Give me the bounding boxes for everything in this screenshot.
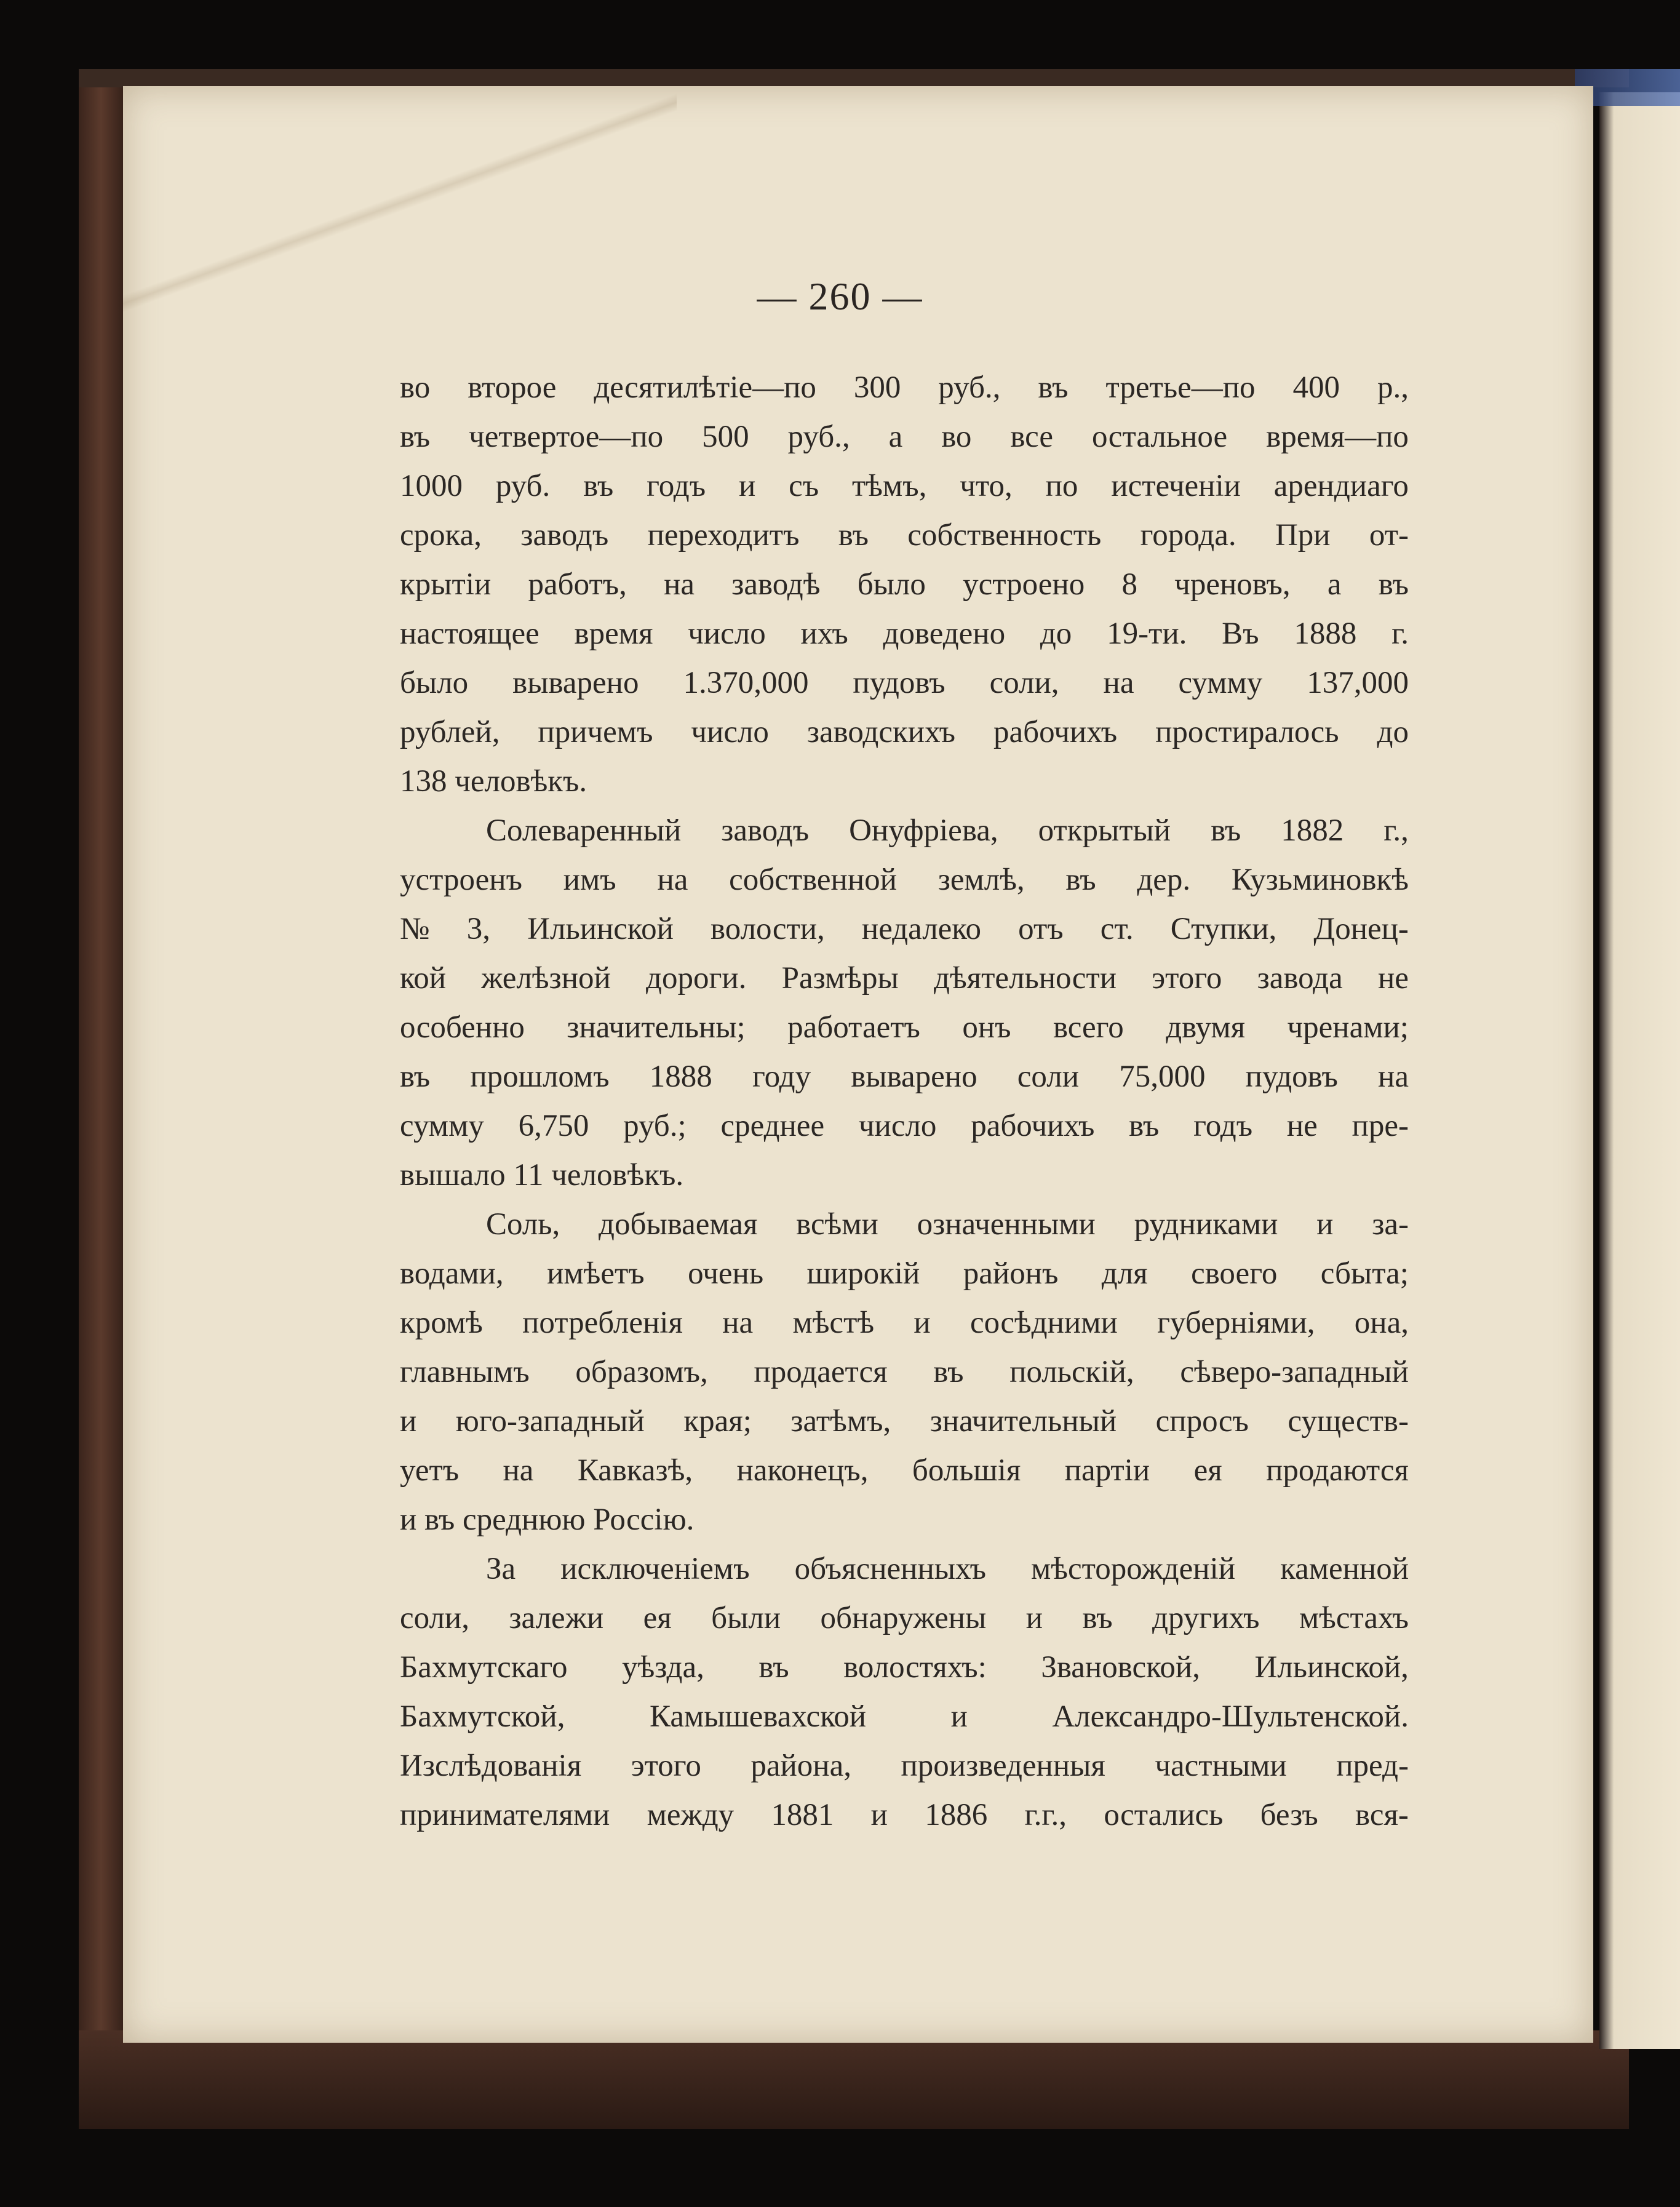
- word: во: [941, 420, 972, 454]
- word: спросъ: [1155, 1404, 1249, 1439]
- text-line: [400, 1446, 1409, 1495]
- word: 6,750: [518, 1109, 589, 1143]
- word: въ: [1038, 370, 1069, 405]
- word: не: [1377, 961, 1409, 996]
- word: Изслѣдованія: [400, 1749, 582, 1783]
- word: затѣмъ,: [790, 1404, 891, 1439]
- word: уѣзда,: [622, 1650, 704, 1685]
- word: 1882: [1281, 813, 1344, 848]
- word: сумму: [1178, 666, 1263, 700]
- word: Солеваренный: [486, 813, 682, 848]
- word: заводѣ: [731, 567, 821, 602]
- word: губерніями,: [1157, 1306, 1315, 1340]
- text-line: [400, 1052, 1409, 1101]
- word: собственность: [907, 518, 1102, 553]
- text-line: [400, 658, 1409, 708]
- word: главнымъ: [400, 1355, 530, 1389]
- text-line: [400, 757, 1409, 806]
- text-line: [400, 1594, 1409, 1643]
- word: онъ: [962, 1010, 1011, 1045]
- word: число: [688, 617, 766, 651]
- word: въ: [1211, 813, 1241, 848]
- word: въ: [1129, 1109, 1160, 1143]
- word: имъ: [563, 863, 616, 897]
- word: имѣетъ: [547, 1256, 645, 1291]
- word: 1.370,000: [683, 666, 809, 700]
- book-cover-edge-left: [79, 69, 128, 2124]
- word: мѣсторожденій: [1031, 1552, 1236, 1586]
- word: значительный: [930, 1404, 1117, 1439]
- word: волости,: [711, 912, 825, 946]
- word: При: [1275, 518, 1331, 553]
- text-line: [400, 363, 1409, 412]
- word: въ: [400, 420, 431, 454]
- word: среднее: [720, 1109, 825, 1143]
- word: землѣ,: [938, 863, 1025, 897]
- word: десятилѣтіе—по: [594, 370, 816, 405]
- word: до: [1377, 715, 1409, 749]
- word: другихъ: [1152, 1601, 1260, 1635]
- text-line: [400, 511, 1409, 560]
- text-line: [400, 1298, 1409, 1347]
- word: волостяхъ:: [843, 1650, 987, 1685]
- word: переходитъ: [647, 518, 800, 553]
- word: принимателями: [400, 1798, 610, 1832]
- word: 138 человѣкъ.: [400, 764, 587, 799]
- word: 19-ти.: [1107, 617, 1187, 651]
- text-line: [400, 1544, 1409, 1594]
- word: кой: [400, 961, 446, 996]
- word: 500: [702, 420, 749, 454]
- text-line: [400, 806, 1409, 855]
- word: объясненныхъ: [794, 1552, 986, 1586]
- word: а: [1327, 567, 1342, 602]
- word: до: [1040, 617, 1072, 651]
- word: этого: [631, 1749, 701, 1783]
- book-cover-edge-top: [79, 69, 1629, 87]
- word: вся-: [1355, 1798, 1409, 1832]
- word: были: [711, 1601, 781, 1635]
- word: третье—по: [1105, 370, 1256, 405]
- word: истеченіи: [1111, 469, 1241, 503]
- word: четвертое—по: [469, 420, 664, 454]
- word: За: [486, 1552, 516, 1586]
- word: продается: [754, 1355, 888, 1389]
- text-line: [400, 954, 1409, 1003]
- word: въ: [1065, 863, 1096, 897]
- word: между: [647, 1798, 735, 1832]
- word: заводъ: [520, 518, 609, 553]
- word: пудовъ: [1245, 1060, 1338, 1094]
- word: чренами;: [1287, 1010, 1409, 1045]
- word: заводскихъ: [806, 715, 956, 749]
- word: тѣмъ,: [852, 469, 927, 503]
- word: 8: [1121, 567, 1137, 602]
- word: а: [888, 420, 903, 454]
- word: выварено: [851, 1060, 977, 1094]
- word: крытіи: [400, 567, 492, 602]
- word: Размѣры: [781, 961, 899, 996]
- word: работаетъ: [787, 1010, 920, 1045]
- word: недалеко: [861, 912, 981, 946]
- word: залежи: [509, 1601, 604, 1635]
- word: завода: [1257, 961, 1343, 996]
- word: за-: [1372, 1207, 1409, 1242]
- word: значительны;: [567, 1010, 746, 1045]
- word: сосѣдними: [969, 1306, 1118, 1340]
- word: существ-: [1288, 1404, 1409, 1439]
- word: рабочихъ: [993, 715, 1118, 749]
- word: Камышевахской: [649, 1699, 867, 1734]
- word: и: [870, 1798, 888, 1832]
- word: чреновъ,: [1174, 567, 1291, 602]
- word: на: [503, 1453, 534, 1488]
- word: руб.,: [787, 420, 850, 454]
- word: устроенъ: [400, 863, 522, 897]
- word: и: [1316, 1207, 1334, 1242]
- word: наконецъ,: [736, 1453, 869, 1488]
- word: собственной: [729, 863, 897, 897]
- word: на: [664, 567, 695, 602]
- word: сбыта;: [1320, 1256, 1409, 1291]
- text-line: [400, 1200, 1409, 1249]
- word: образомъ,: [575, 1355, 708, 1389]
- word: простиралось: [1155, 715, 1339, 749]
- word: доведено: [883, 617, 1006, 651]
- word: большія: [912, 1453, 1021, 1488]
- word: г.,: [1383, 813, 1409, 848]
- word: число: [858, 1109, 937, 1143]
- word: съ: [789, 469, 819, 503]
- word: мѣстахъ: [1299, 1601, 1409, 1635]
- word: прошломъ: [470, 1060, 610, 1094]
- word: на: [1378, 1060, 1409, 1094]
- word: дѣятельности: [934, 961, 1117, 996]
- word: края;: [683, 1404, 752, 1439]
- text-line: [400, 609, 1409, 658]
- word: руб.,: [938, 370, 1001, 405]
- word: причемъ: [538, 715, 653, 749]
- text-line: [400, 1790, 1409, 1840]
- word: очень: [688, 1256, 764, 1291]
- word: настоящее: [400, 617, 539, 651]
- word: г.г.,: [1024, 1798, 1067, 1832]
- word: дер.: [1137, 863, 1191, 897]
- word: ея: [1193, 1453, 1222, 1488]
- text-line: [400, 1249, 1409, 1298]
- word: произведенныя: [901, 1749, 1105, 1783]
- word: дороги.: [646, 961, 747, 996]
- word: 137,000: [1307, 666, 1409, 700]
- word: Ильинской,: [1254, 1650, 1409, 1685]
- word: Донец-: [1313, 912, 1409, 946]
- text-line: [400, 1692, 1409, 1741]
- word: №: [400, 912, 430, 946]
- word: время—по: [1266, 420, 1409, 454]
- word: въ: [933, 1355, 964, 1389]
- word: 1888: [1294, 617, 1357, 651]
- word: выварено: [512, 666, 639, 700]
- word: водами,: [400, 1256, 504, 1291]
- word: заводъ: [721, 813, 810, 848]
- word: каменной: [1280, 1552, 1409, 1586]
- word: 3,: [466, 912, 491, 946]
- word: ея: [643, 1601, 672, 1635]
- word: на: [1103, 666, 1134, 700]
- page-number: — 260 —: [757, 274, 923, 318]
- word: пре-: [1352, 1109, 1409, 1143]
- word: кромѣ: [400, 1306, 483, 1340]
- word: особенно: [400, 1010, 525, 1045]
- word: второе: [468, 370, 557, 405]
- text-line: [400, 1101, 1409, 1151]
- word: частными: [1155, 1749, 1287, 1783]
- word: безъ: [1260, 1798, 1318, 1832]
- word: города.: [1140, 518, 1236, 553]
- text-line: [400, 560, 1409, 609]
- adjacent-page-edge: [1599, 92, 1680, 2049]
- text-line: [400, 412, 1409, 461]
- book-cover-edge-bottom: [79, 2030, 1629, 2129]
- word: потребленія: [522, 1306, 683, 1340]
- word: 1000: [400, 469, 463, 503]
- word: пудовъ: [853, 666, 945, 700]
- word: р.,: [1377, 370, 1409, 405]
- text-line: [400, 1003, 1409, 1052]
- word: партіи: [1064, 1453, 1150, 1488]
- word: число: [691, 715, 769, 749]
- word: Соль,: [486, 1207, 560, 1242]
- word: вышало 11 человѣкъ.: [400, 1158, 684, 1192]
- page-body-text: [400, 363, 1409, 1840]
- word: 1886: [925, 1798, 988, 1832]
- word: и: [950, 1699, 968, 1734]
- word: Бахмутскаго: [400, 1650, 568, 1685]
- text-line: [400, 1397, 1409, 1446]
- word: соли: [1017, 1060, 1080, 1094]
- word: году: [752, 1060, 811, 1094]
- word: Кузьминовкѣ: [1231, 863, 1409, 897]
- word: этого: [1152, 961, 1222, 996]
- word: 300: [853, 370, 901, 405]
- word: ст.: [1100, 912, 1134, 946]
- word: юго-западный: [455, 1404, 645, 1439]
- word: 1888: [649, 1060, 712, 1094]
- word: для: [1101, 1256, 1148, 1291]
- text-line: [400, 1151, 1409, 1200]
- word: своего: [1191, 1256, 1278, 1291]
- word: срока,: [400, 518, 482, 553]
- word: рублей,: [400, 715, 500, 749]
- word: г.: [1391, 617, 1409, 651]
- word: въ: [1082, 1601, 1113, 1635]
- word: продаются: [1266, 1453, 1409, 1488]
- word: отъ: [1018, 912, 1064, 946]
- word: по: [1045, 469, 1078, 503]
- word: 75,000: [1119, 1060, 1206, 1094]
- word: было: [400, 666, 469, 700]
- word: въ: [838, 518, 869, 553]
- word: остальное: [1092, 420, 1228, 454]
- word: Ильинской: [527, 912, 674, 946]
- word: Звановской,: [1041, 1650, 1200, 1685]
- word: широкій: [806, 1256, 920, 1291]
- word: уетъ: [400, 1453, 460, 1488]
- word: въ: [1378, 567, 1409, 602]
- word: устроено: [963, 567, 1085, 602]
- text-line: [400, 855, 1409, 904]
- word: во: [400, 370, 431, 405]
- word: от-: [1369, 518, 1409, 553]
- word: остались: [1104, 1798, 1224, 1832]
- word: мѣстѣ: [792, 1306, 875, 1340]
- word: арендиаго: [1273, 469, 1409, 503]
- word: руб.: [495, 469, 551, 503]
- word: сѣверо-западный: [1180, 1355, 1409, 1389]
- word: Онуфріева,: [849, 813, 998, 848]
- word: и: [914, 1306, 931, 1340]
- text-line: [400, 461, 1409, 511]
- text-line: [400, 1347, 1409, 1397]
- word: пред-: [1336, 1749, 1409, 1783]
- word: время: [574, 617, 653, 651]
- text-line: [400, 904, 1409, 954]
- word: желѣзной: [481, 961, 611, 996]
- word: все: [1010, 420, 1054, 454]
- word: въ: [400, 1060, 431, 1094]
- word: районъ: [963, 1256, 1059, 1291]
- word: Ступки,: [1170, 912, 1277, 946]
- word: Александро-Шультенской.: [1052, 1699, 1409, 1734]
- word: было: [857, 567, 926, 602]
- text-line: [400, 1741, 1409, 1790]
- word: и: [1025, 1601, 1043, 1635]
- word: работъ,: [528, 567, 627, 602]
- word: Бахмутской,: [400, 1699, 565, 1734]
- word: и въ среднюю Россію.: [400, 1503, 695, 1537]
- word: всего: [1053, 1010, 1124, 1045]
- text-line: [400, 708, 1409, 757]
- word: что,: [960, 469, 1013, 503]
- word: и: [738, 469, 756, 503]
- word: Въ: [1222, 617, 1259, 651]
- word: ихъ: [800, 617, 848, 651]
- word: района,: [750, 1749, 851, 1783]
- word: исключеніемъ: [560, 1552, 750, 1586]
- word: означенными: [917, 1207, 1096, 1242]
- word: на: [657, 863, 688, 897]
- word: 1881: [771, 1798, 834, 1832]
- word: руб.;: [623, 1109, 687, 1143]
- word: открытый: [1038, 813, 1171, 848]
- word: польскій,: [1009, 1355, 1134, 1389]
- word: на: [722, 1306, 754, 1340]
- word: рабочихъ: [971, 1109, 1095, 1143]
- text-line: [400, 1495, 1409, 1544]
- word: въ: [583, 469, 614, 503]
- word: всѣми: [796, 1207, 878, 1242]
- word: годъ: [647, 469, 706, 503]
- word: рудниками: [1134, 1207, 1278, 1242]
- word: годъ: [1193, 1109, 1253, 1143]
- word: она,: [1354, 1306, 1409, 1340]
- word: двумя: [1166, 1010, 1246, 1045]
- word: добываемая: [599, 1207, 758, 1242]
- word: въ: [758, 1650, 789, 1685]
- word: обнаружены: [820, 1601, 987, 1635]
- word: не: [1286, 1109, 1318, 1143]
- word: соли,: [400, 1601, 469, 1635]
- word: и: [400, 1404, 417, 1439]
- text-line: [400, 1643, 1409, 1692]
- word: соли,: [989, 666, 1059, 700]
- word: сумму: [400, 1109, 484, 1143]
- word: 400: [1292, 370, 1340, 405]
- word: Кавказѣ,: [577, 1453, 693, 1488]
